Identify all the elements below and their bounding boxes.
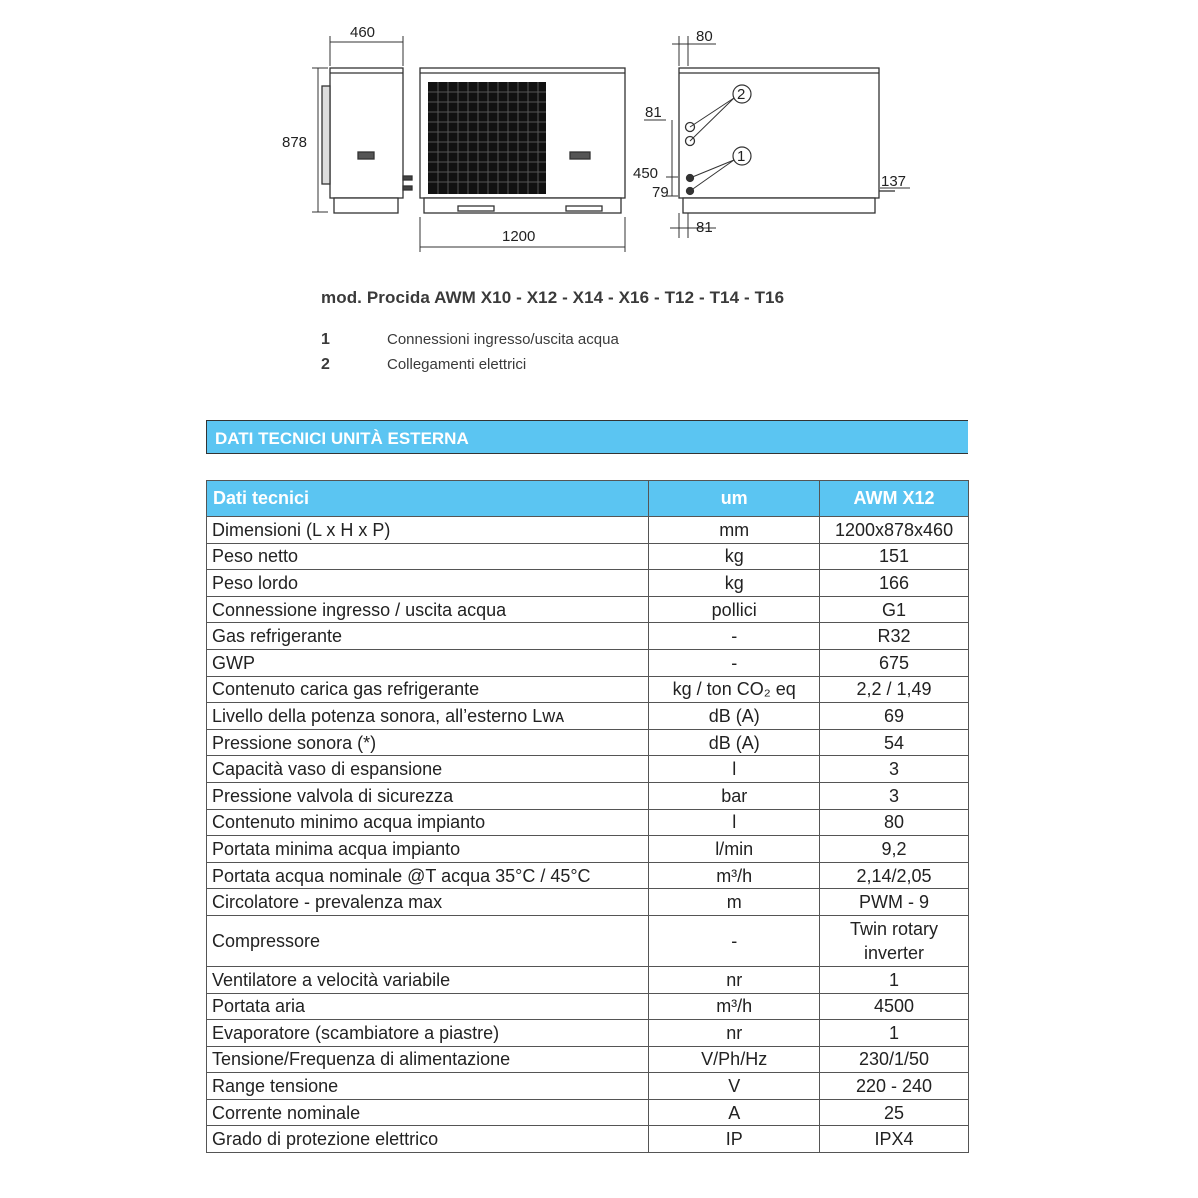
header-model: AWM X12 (820, 481, 969, 517)
spec-name-cell: Portata acqua nominale @T acqua 35°C / 45°C (207, 862, 649, 889)
spec-name-cell: Grado di protezione elettrico (207, 1126, 649, 1153)
table-row (207, 543, 969, 570)
section-banner (206, 420, 968, 454)
spec-value-cell: 54 (820, 729, 969, 756)
spec-name-cell: Portata aria (207, 993, 649, 1020)
legend-number: 1 (321, 330, 330, 348)
spec-value-cell: 3 (820, 782, 969, 809)
dim-top-offset: 80 (696, 28, 713, 45)
table-row (207, 517, 969, 544)
legend-item (321, 327, 619, 352)
spec-name-cell: GWP (207, 649, 649, 676)
spec-name-cell: Peso lordo (207, 570, 649, 597)
spec-value-cell: G1 (820, 596, 969, 623)
legend-item (321, 352, 619, 377)
spec-name-cell: Contenuto carica gas refrigerante (207, 676, 649, 703)
table-row (207, 862, 969, 889)
spec-unit-cell: nr (649, 966, 820, 993)
spec-value-cell: 230/1/50 (820, 1046, 969, 1073)
fan-grille (428, 82, 546, 194)
spec-unit-cell: mm (649, 517, 820, 544)
dim-side-width: 460 (350, 24, 376, 41)
spec-value-cell: 69 (820, 703, 969, 730)
table-row (207, 809, 969, 836)
spec-unit-cell: nr (649, 1020, 820, 1047)
spec-name-cell: Capacità vaso di espansione (207, 756, 649, 783)
spec-value-cell: PWM - 9 (820, 889, 969, 916)
table-row (207, 676, 969, 703)
spec-name-cell: Range tensione (207, 1073, 649, 1100)
spec-unit-cell: l (649, 809, 820, 836)
dim-79: 79 (652, 184, 669, 201)
spec-value-cell: 9,2 (820, 836, 969, 863)
model-title: mod. Procida AWM X10 - X12 - X14 - X16 - T12 - T14 - T16 (321, 288, 785, 307)
spec-value-cell: 3 (820, 756, 969, 783)
spec-value-cell: 80 (820, 809, 969, 836)
table-body (207, 517, 969, 1153)
spec-name-cell: Pressione valvola di sicurezza (207, 782, 649, 809)
spec-value-cell: 2,2 / 1,49 (820, 676, 969, 703)
table-row (207, 1046, 969, 1073)
callout-1-marker (733, 147, 751, 165)
spec-name-cell: Tensione/Frequenza di alimentazione (207, 1046, 649, 1073)
spec-name-cell: Evaporatore (scambiatore a piastre) (207, 1020, 649, 1047)
callout-1-label: 1 (737, 148, 746, 165)
spec-unit-cell: m³/h (649, 862, 820, 889)
legend-number: 2 (321, 355, 330, 373)
spec-value-cell: 1 (820, 966, 969, 993)
dim-450: 450 (633, 165, 659, 182)
dim-81-bottom: 81 (696, 219, 713, 236)
spec-unit-cell: bar (649, 782, 820, 809)
spec-unit-cell: kg (649, 543, 820, 570)
unit-drawing-svg (0, 0, 1198, 260)
specs-table (206, 480, 969, 1153)
spec-name-cell: Portata minima acqua impianto (207, 836, 649, 863)
spec-name-cell: Compressore (207, 915, 649, 966)
table-row (207, 570, 969, 597)
spec-value-cell: 151 (820, 543, 969, 570)
spec-unit-cell: kg (649, 570, 820, 597)
spec-name-cell: Ventilatore a velocità variabile (207, 966, 649, 993)
spec-unit-cell: l (649, 756, 820, 783)
dim-81-top: 81 (645, 104, 662, 121)
table-row (207, 623, 969, 650)
spec-unit-cell: dB (A) (649, 703, 820, 730)
dim-length: 1200 (502, 228, 536, 245)
table-row (207, 756, 969, 783)
spec-name-cell: Livello della potenza sonora, all’esterno Lᴡᴀ (207, 703, 649, 730)
spec-unit-cell: dB (A) (649, 729, 820, 756)
spec-unit-cell: - (649, 623, 820, 650)
spec-value-cell: 675 (820, 649, 969, 676)
spec-name-cell: Pressione sonora (*) (207, 729, 649, 756)
callout-2-label: 2 (737, 86, 746, 103)
header-dati-tecnici: Dati tecnici (207, 481, 649, 517)
spec-value-cell: 1200x878x460 (820, 517, 969, 544)
table-row (207, 1020, 969, 1047)
spec-value-cell: 1 (820, 1020, 969, 1047)
spec-unit-cell: pollici (649, 596, 820, 623)
table-row (207, 915, 969, 966)
spec-name-cell: Peso netto (207, 543, 649, 570)
spec-name-cell: Connessione ingresso / uscita acqua (207, 596, 649, 623)
spec-unit-cell: l/min (649, 836, 820, 863)
dim-height: 878 (282, 134, 308, 151)
spec-unit-cell: - (649, 915, 820, 966)
table-row (207, 703, 969, 730)
spec-unit-cell: V (649, 1073, 820, 1100)
table-header-row (207, 481, 969, 517)
spec-unit-cell: m³/h (649, 993, 820, 1020)
table-row (207, 889, 969, 916)
callout-2-marker (733, 85, 751, 103)
legend-text: Collegamenti elettrici (387, 356, 527, 373)
legend (321, 327, 619, 377)
technical-drawing (0, 0, 1198, 260)
spec-value-cell: 25 (820, 1099, 969, 1126)
spec-unit-cell: IP (649, 1126, 820, 1153)
spec-value-cell: 220 - 240 (820, 1073, 969, 1100)
table-row (207, 1099, 969, 1126)
spec-name-cell: Corrente nominale (207, 1099, 649, 1126)
table-row (207, 729, 969, 756)
table-row (207, 1073, 969, 1100)
section-title: DATI TECNICI UNITÀ ESTERNA (215, 429, 469, 448)
table-row (207, 782, 969, 809)
table-row (207, 993, 969, 1020)
back-view (679, 68, 895, 213)
table-row (207, 649, 969, 676)
spec-value-cell: Twin rotary inverter (820, 915, 969, 966)
header-um: um (649, 481, 820, 517)
spec-value-cell: 166 (820, 570, 969, 597)
spec-unit-cell: - (649, 649, 820, 676)
spec-name-cell: Gas refrigerante (207, 623, 649, 650)
spec-unit-cell: A (649, 1099, 820, 1126)
table-row (207, 1126, 969, 1153)
table-row (207, 836, 969, 863)
spec-value-cell: 2,14/2,05 (820, 862, 969, 889)
spec-unit-cell: m (649, 889, 820, 916)
spec-value-cell: 4500 (820, 993, 969, 1020)
table-row (207, 966, 969, 993)
table-row (207, 596, 969, 623)
spec-unit-cell: V/Ph/Hz (649, 1046, 820, 1073)
legend-text: Connessioni ingresso/uscita acqua (387, 331, 619, 348)
spec-value-cell: R32 (820, 623, 969, 650)
side-view (322, 68, 412, 213)
spec-name-cell: Contenuto minimo acqua impianto (207, 809, 649, 836)
spec-name-cell: Circolatore - prevalenza max (207, 889, 649, 916)
spec-unit-cell: kg / ton CO₂ eq (649, 676, 820, 703)
spec-name-cell: Dimensioni (L x H x P) (207, 517, 649, 544)
spec-value-cell: IPX4 (820, 1126, 969, 1153)
dim-137: 137 (881, 173, 907, 190)
